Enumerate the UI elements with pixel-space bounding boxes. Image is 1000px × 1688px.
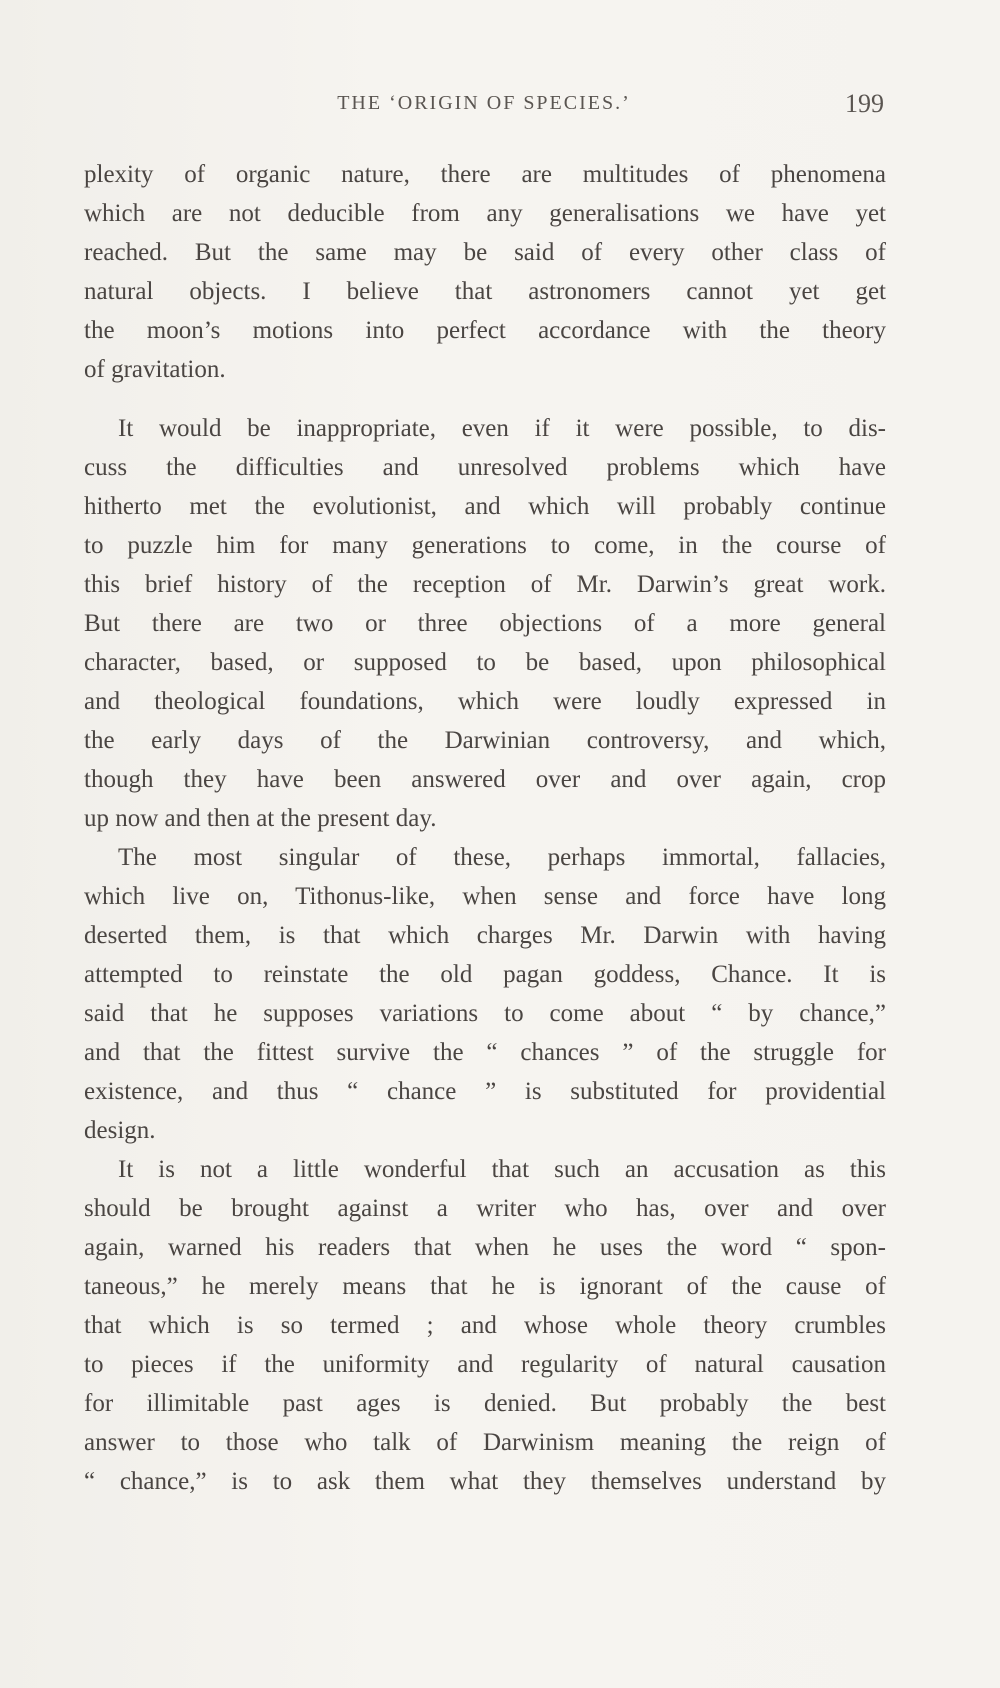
text-line: existence, and thus “ chance ” is substituted for providential [84, 1078, 886, 1105]
running-head: THE ‘ORIGIN OF SPECIES.’ [337, 92, 631, 114]
text-line: But there are two or three objections of a more general [84, 610, 886, 637]
text-line: this brief history of the reception of Mr. Darwin’s great work. [84, 571, 886, 598]
page-header [84, 89, 884, 126]
text-line: of gravitation. [84, 356, 226, 383]
text-line: plexity of organic nature, there are multitudes of phenomena [84, 161, 886, 188]
body-text [84, 155, 886, 1501]
text-line: to pieces if the uniformity and regularity of natural causation [84, 1351, 886, 1378]
text-line: again, warned his readers that when he uses the word “ spon- [84, 1234, 886, 1261]
text-line: reached. But the same may be said of every other class of [84, 239, 886, 266]
text-line: and theological foundations, which were loudly expressed in [84, 688, 886, 715]
text-line: natural objects. I believe that astronomers cannot yet get [84, 278, 886, 305]
paragraph-3 [84, 838, 886, 1150]
text-line: deserted them, is that which charges Mr. Darwin with having [84, 922, 886, 949]
paragraph-1 [84, 155, 886, 389]
paragraph-2 [84, 409, 886, 838]
text-line: The most singular of these, perhaps immortal, fallacies, [118, 844, 886, 871]
text-line: up now and then at the present day. [84, 805, 437, 832]
text-line: for illimitable past ages is denied. But probably the best [84, 1390, 886, 1417]
text-line: the early days of the Darwinian controversy, and which, [84, 727, 886, 754]
text-line: answer to those who talk of Darwinism meaning the reign of [84, 1429, 886, 1456]
text-line: taneous,” he merely means that he is ignorant of the cause of [84, 1273, 886, 1300]
text-line: which are not deducible from any generalisations we have yet [84, 200, 886, 227]
page-number: 199 [845, 89, 884, 118]
text-line: attempted to reinstate the old pagan goddess, Chance. It is [84, 961, 886, 988]
text-line: cuss the difficulties and unresolved problems which have [84, 454, 886, 481]
text-line: and that the fittest survive the “ chances ” of the struggle for [84, 1039, 886, 1066]
paragraph-4 [84, 1150, 886, 1501]
text-line: said that he supposes variations to come about “ by chance,” [84, 1000, 886, 1027]
text-line: should be brought against a writer who has, over and over [84, 1195, 886, 1222]
text-line: “ chance,” is to ask them what they themselves understand by [84, 1468, 886, 1495]
text-line: to puzzle him for many generations to come, in the course of [84, 532, 886, 559]
text-line: that which is so termed ; and whose whole theory crumbles [84, 1312, 886, 1339]
text-line: It is not a little wonderful that such an accusation as this [118, 1156, 886, 1183]
text-line: character, based, or supposed to be based, upon philosophical [84, 649, 886, 676]
text-line: hitherto met the evolutionist, and which will probably continue [84, 493, 886, 520]
text-line: It would be inappropriate, even if it were possible, to dis- [118, 415, 886, 442]
text-line: which live on, Tithonus-like, when sense and force have long [84, 883, 886, 910]
text-line: design. [84, 1117, 156, 1144]
text-line: though they have been answered over and over again, crop [84, 766, 886, 793]
text-line: the moon’s motions into perfect accordance with the theory [84, 317, 886, 344]
